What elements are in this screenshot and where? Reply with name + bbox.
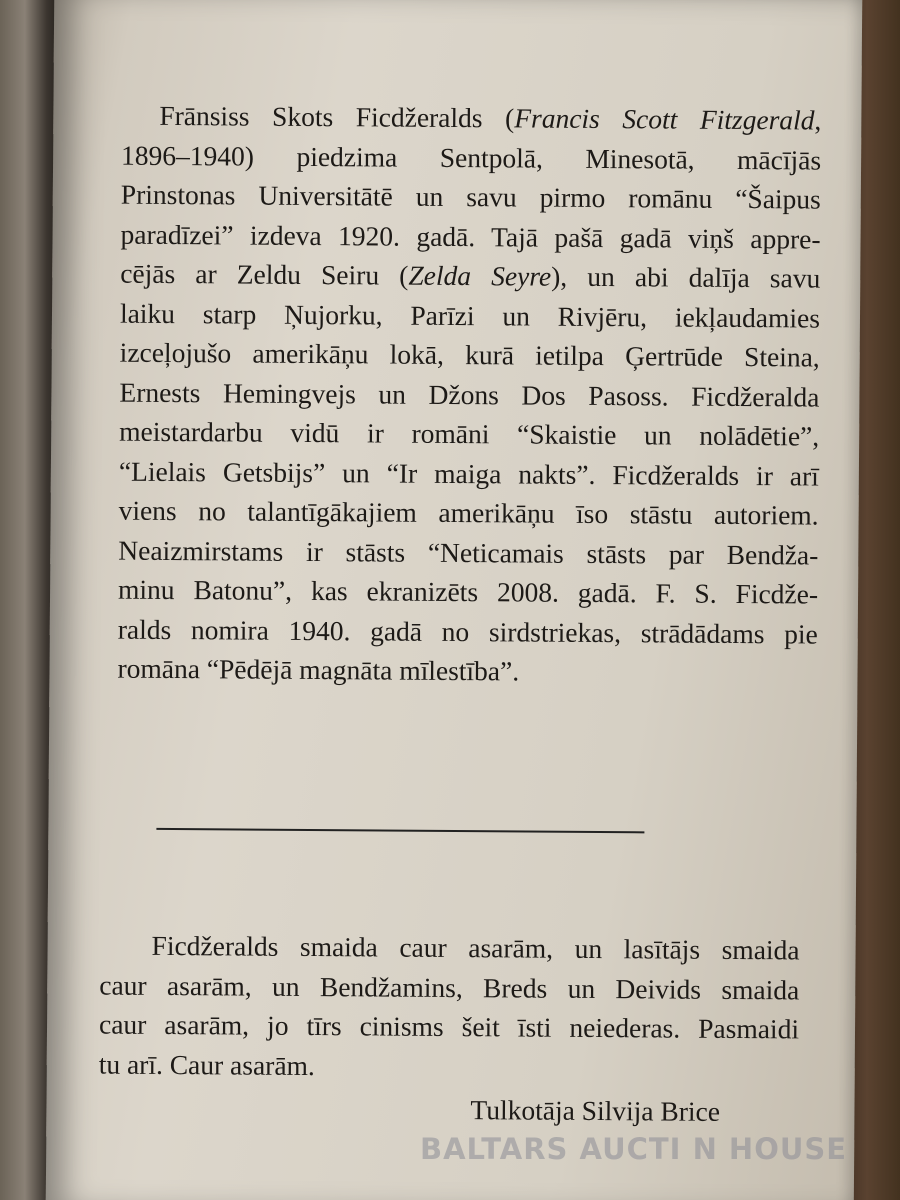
biography-line: romāna “Pēdējā magnāta mīlestība”. bbox=[117, 652, 520, 687]
translator-note-line: caur asarām, jo tīrs cinisms šeit īsti neiederas. Pasmaidi bbox=[98, 1008, 800, 1045]
translator-note-paragraph bbox=[99, 926, 800, 1089]
biography-line: “Lielais Getsbijs” un “Ir maiga nakts”. Ficdžeralds ir arī bbox=[118, 455, 820, 492]
biography-line: paradīzei” izdeva 1920. gadā. Tajā pašā gadā viņš appre- bbox=[120, 218, 821, 255]
auction-house-watermark: BALTARS AUCTI N HOUSE bbox=[420, 1132, 848, 1166]
biography-line: meistardarbu vidū ir romāni “Skaistie un nolādētie”, bbox=[119, 415, 820, 452]
biography-line: Ernests Hemingvejs un Džons Dos Pasoss. Ficdžeralda bbox=[119, 376, 820, 413]
biography-paragraph bbox=[117, 96, 821, 693]
biography-line: 1896–1940) piedzima Sentpolā, Minesotā, mācījās bbox=[121, 139, 822, 176]
biography-line: Prinstonas Universitātē un savu pirmo romānu “Šaipus bbox=[120, 178, 821, 215]
biography-line: viens no talantīgākajiem amerikāņu īso stāstu autoriem. bbox=[118, 494, 819, 531]
biography-line: laiku starp Ņujorku, Parīzi un Rivjēru, iekļaudamies bbox=[119, 297, 821, 334]
biography-line: izceļojušo amerikāņu lokā, kurā ietilpa Ģertrūde Steina, bbox=[119, 336, 820, 373]
translator-note-line: tu arī. Caur asarām. bbox=[98, 1048, 315, 1081]
translator-note-line: Ficdžeralds smaida caur asarām, un lasītājs smaida bbox=[151, 929, 800, 966]
translator-note-line: caur asarām, un Bendžamins, Breds un Deivids smaida bbox=[99, 969, 800, 1005]
biography-line: cējās ar Zeldu Seiru (Zelda Seyre), un abi dalīja savu bbox=[120, 257, 821, 294]
biography-line: Neaizmirstams ir stāsts “Neticamais stāsts par Bendža- bbox=[118, 534, 819, 571]
section-divider bbox=[156, 828, 644, 833]
book-page bbox=[46, 0, 863, 1200]
translator-signature: Tulkotāja Silvija Brice bbox=[470, 1094, 721, 1127]
biography-line: minu Batonu”, kas ekranizēts 2008. gadā. F. S. Ficdže- bbox=[117, 573, 819, 610]
biography-line: Frānsiss Skots Ficdžeralds (Francis Scott Fitzgerald, bbox=[159, 99, 822, 136]
biography-line: ralds nomira 1940. gadā no sirdstriekas, strādādams pie bbox=[117, 613, 818, 650]
